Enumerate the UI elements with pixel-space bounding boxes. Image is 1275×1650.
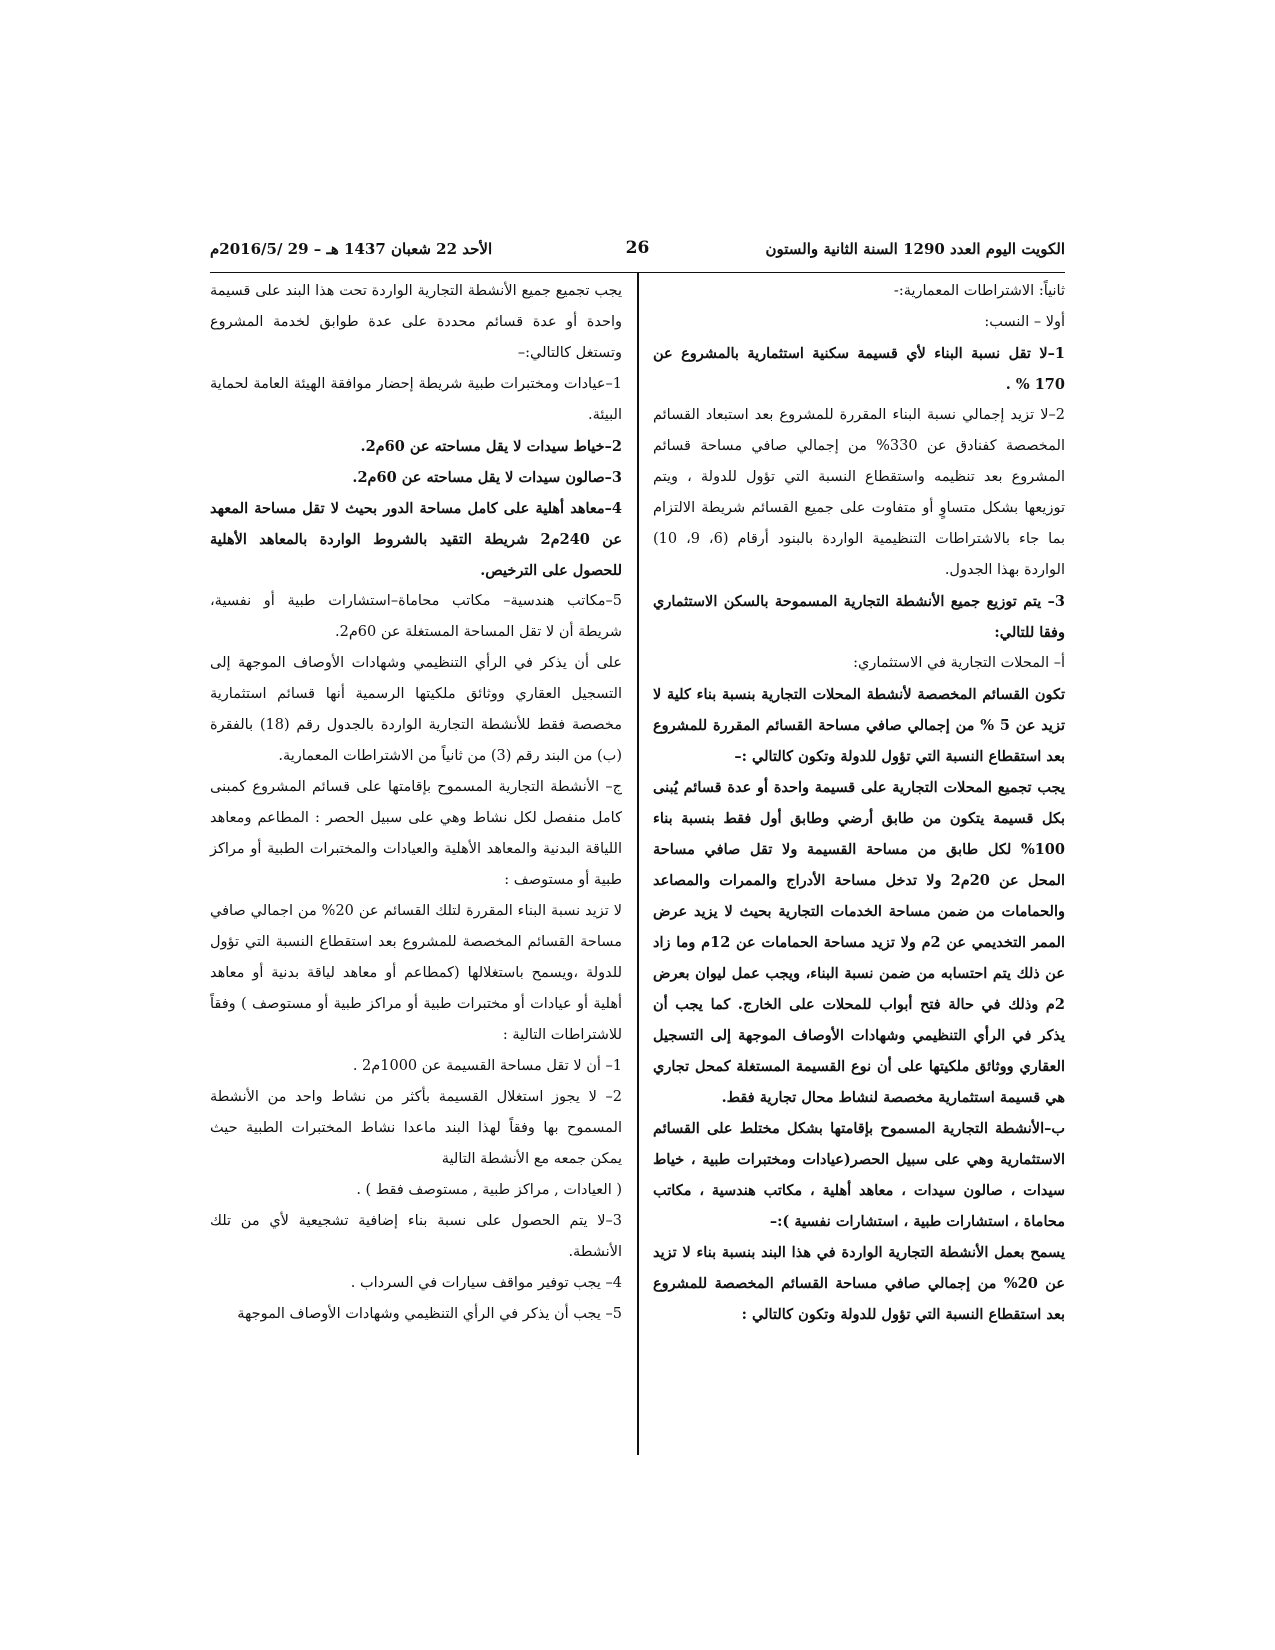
paragraph: ب–الأنشطة التجارية المسموح بإقامتها بشكل مختلط على القسائم الاستثمارية وهي على سبيل الحصر(عيادات ومختبرات طبية ، خياط سيدات ، صالون سيدات ، معاهد أهلية ، مكاتب هندسية ، مكاتب محاماة ، استشارات طبية ، استشارات نفسية ):– — [653, 1120, 1065, 1230]
paragraph: أولا – النسب: — [984, 314, 1065, 330]
paragraph: 1– أن لا تقل مساحة القسيمة عن 1000م2 . — [352, 1058, 622, 1074]
paragraph: 4–معاهد أهلية على كامل مساحة الدور بحيث لا تقل مساحة المعهد عن 240م2 شريطة التقيد بالشروط الواردة بالمعاهد الأهلية للحصول على الترخيص. — [210, 500, 622, 579]
paragraph: على أن يذكر في الرأي التنظيمي وشهادات الأوصاف الموجهة إلى التسجيل العقاري ووثائق ملكيتها الرسمية أنها قسائم استثمارية مخصصة فقط للأنشطة التجارية الواردة بالجدول رقم (18) بالفقرة (ب) من البند رقم (3) من ثانياً من الاشتراطات المعمارية. — [210, 655, 623, 764]
paragraph: 2–لا تزيد إجمالي نسبة البناء المقررة للمشروع بعد استبعاد القسائم المخصصة كفنادق عن 330% من إجمالي صافي مساحة قسائم المشروع بعد تنظيمه واستقطاع النسبة التي تؤول للدولة ، ويتم توزيعها بشكل متساوٍ أو متفاوت على جميع القسائم شريطة الالتزام بما جاء بالاشتراطات التنظيمية الواردة بالبنود أرقام (6، 9، 10) الواردة بهذا الجدول. — [653, 407, 1066, 578]
journal-title: الكويت اليوم العدد 1290 السنة الثانية والستون — [765, 240, 1065, 258]
paragraph: 5– يجب أن يذكر في الرأي التنظيمي وشهادات الأوصاف الموجهة — [237, 1306, 622, 1322]
paragraph: 1–عيادات ومختبرات طبية شريطة إحضار موافقة الهيئة العامة لحماية البيئة. — [210, 376, 622, 423]
paragraph: تكون القسائم المخصصة لأنشطة المحلات التجارية بنسبة بناء كلية لا تزيد عن 5 % من إجمالي صافي مساحة القسائم المقررة للمشروع بعد استقطاع النسبة التي تؤول للدولة وتكون كالتالي :– — [653, 686, 1065, 765]
paragraph: ج– الأنشطة التجارية المسموح بإقامتها على قسائم المشروع كمبنى كامل منفصل لكل نشاط وهي على سبيل الحصر : المطاعم ومعاهد اللياقة البدنية والمعاهد الأهلية والعيادات والمختبرات الطبية أو مراكز طبية أو مستوصف : — [210, 779, 622, 888]
paragraph: 2– لا يجوز استغلال القسيمة بأكثر من نشاط واحد من الأنشطة المسموح بها وفقاً لهذا البند ماعدا نشاط المختبرات الطبية حيث يمكن جمعه مع الأنشطة التالية — [210, 1089, 622, 1167]
page-number: 26 — [625, 238, 650, 258]
issue-date: الأحد 22 شعبان 1437 هـ – 29 /2016/5م — [210, 240, 493, 258]
paragraph: يسمح بعمل الأنشطة التجارية الواردة في هذا البند بنسبة بناء لا تزيد عن 20% من إجمالي صافي مساحة القسائم المخصصة للمشروع بعد استقطاع النسبة التي تؤول للدولة وتكون كالتالي : — [653, 1244, 1065, 1323]
column-divider — [637, 272, 639, 1455]
paragraph: لا تزيد نسبة البناء المقررة لتلك القسائم عن 20% من اجمالي صافي مساحة القسائم المخصصة للمشروع بعد استقطاع النسبة التي تؤول للدولة ،ويسمح باستغلالها (كمطاعم أو معاهد لياقة بدنية أو معاهد أهلية أو عيادات أو مختبرات طبية أو مراكز طبية أو مستوصف ) وفقاً للاشتراطات التالية : — [210, 903, 622, 1043]
paragraph: 5–مكاتب هندسية– مكاتب محاماة–استشارات طبية أو نفسية، شريطة أن لا تقل المساحة المستغلة عن 60م2. — [210, 593, 622, 640]
paragraph: يجب تجميع المحلات التجارية على قسيمة واحدة أو عدة قسائم يُبنى بكل قسيمة يتكون من طابق أرضي وطابق أول فقط بنسبة بناء 100% لكل طابق من مساحة القسيمة ولا تقل صافي مساحة المحل عن 20م2 ولا تدخل مساحة الأدراج والممرات والمصاعد والحمامات من ضمن مساحة الخدمات التجارية بحيث لا يزيد عرض الممر التخديمي عن 2م ولا تزيد مساحة الحمامات عن 12م وما زاد عن ذلك يتم احتسابه من ضمن نسبة البناء، ويجب عمل ليوان بعرض 2م وذلك في حالة فتح أبواب للمحلات على الخارج. كما يجب أن يذكر في الرأي التنظيمي وشهادات الأوصاف الموجهة إلى التسجيل العقاري ووثائق ملكيتها على أن نوع القسيمة المستغلة كمحل تجاري هي قسيمة استثمارية مخصصة لنشاط محال تجارية فقط. — [653, 779, 1066, 1106]
paragraph: 1–لا تقل نسبة البناء لأي قسيمة سكنية استثمارية بالمشروع عن 170 % . — [653, 345, 1065, 393]
paragraph: أ– المحلات التجارية في الاستثماري: — [853, 655, 1065, 671]
paragraph: 3–صالون سيدات لا يقل مساحته عن 60م2. — [352, 469, 622, 486]
left-column — [210, 276, 622, 1330]
paragraph: 3–لا يتم الحصول على نسبة بناء إضافية تشجيعية لأي من تلك الأنشطة. — [210, 1213, 622, 1260]
paragraph: 4– يجب توفير مواقف سيارات في السرداب . — [350, 1275, 622, 1291]
page-header — [210, 240, 1065, 268]
paragraph: 3– يتم توزيع جميع الأنشطة التجارية المسموحة بالسكن الاستثماري وفقا للتالي: — [653, 593, 1065, 641]
paragraph: 2–خياط سيدات لا يقل مساحته عن 60م2. — [360, 438, 622, 455]
paragraph: ثانياً: الاشتراطات المعمارية:- — [893, 283, 1065, 299]
right-column — [653, 276, 1065, 1330]
paragraph: يجب تجميع جميع الأنشطة التجارية الواردة تحت هذا البند على قسيمة واحدة أو عدة قسائم محددة على عدة طوابق لخدمة المشروع وتستغل كالتالي:– — [210, 283, 622, 361]
paragraph: ( العيادات , مراكز طبية , مستوصف فقط ) . — [356, 1182, 622, 1198]
